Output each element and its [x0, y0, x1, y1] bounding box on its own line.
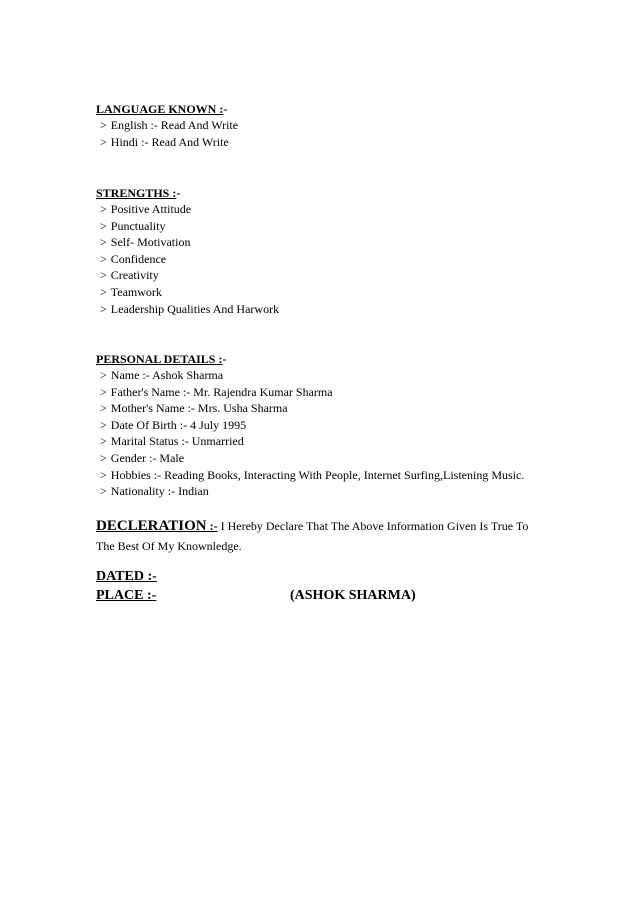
personal-detail-item-text: Name :- Ashok Sharma — [110, 368, 224, 382]
languages-heading — [96, 101, 238, 117]
languages-section — [96, 101, 238, 150]
bullet-marker: > — [100, 235, 107, 250]
personal-detail-item — [96, 400, 524, 417]
bullet-marker: > — [100, 401, 107, 416]
language-item-text: Hindi :- Read And Write — [110, 134, 229, 149]
declaration-separator: :- — [206, 519, 218, 533]
strength-item-text: Punctuality — [110, 218, 166, 233]
dated-label: DATED :- — [96, 569, 157, 584]
bullet-marker: > — [100, 268, 107, 283]
personal-detail-item-text: Mother's Name :- Mrs. Usha Sharma — [110, 401, 288, 416]
place-label: PLACE :- — [96, 588, 157, 603]
strength-item-text: Leadership Qualities And Harwork — [110, 301, 280, 316]
strengths-list — [96, 201, 279, 317]
personal-detail-item — [96, 450, 524, 467]
bullet-marker: > — [100, 450, 107, 465]
strength-item-text: Positive Attitude — [110, 202, 192, 216]
personal-detail-item — [96, 433, 524, 450]
personal-detail-item — [96, 483, 524, 500]
strength-item — [96, 218, 279, 235]
languages-heading-separator: - — [223, 102, 228, 116]
personal-detail-item-text: Gender :- Male — [110, 450, 185, 465]
bullet-marker: > — [100, 368, 107, 382]
personal-detail-item-text: Hobbies :- Reading Books, Interacting With People, Internet Surfing,Listening Music. — [110, 467, 525, 482]
languages-heading-text: LANGUAGE KNOWN : — [96, 102, 224, 116]
bullet-marker: > — [100, 218, 107, 233]
bullet-marker: > — [100, 251, 107, 266]
personal-detail-item-text: Date Of Birth :- 4 July 1995 — [110, 417, 247, 432]
personal-details-heading-text: PERSONAL DETAILS : — [96, 352, 223, 366]
personal-details-heading-separator: - — [222, 352, 227, 366]
personal-details-heading — [96, 351, 524, 367]
strengths-heading-text: STRENGTHS : — [96, 186, 177, 200]
declaration-paragraph — [96, 516, 536, 556]
personal-details-list — [96, 367, 524, 500]
strength-item — [96, 234, 279, 251]
bullet-marker: > — [100, 202, 107, 216]
personal-detail-item — [96, 367, 524, 384]
strengths-heading — [96, 185, 279, 201]
strengths-section — [96, 185, 279, 317]
strength-item — [96, 267, 279, 284]
signature-name: (ASHOK SHARMA) — [290, 588, 416, 603]
strength-item — [96, 284, 279, 301]
strength-item — [96, 201, 279, 218]
personal-detail-item — [96, 467, 524, 484]
bullet-marker: > — [100, 467, 107, 482]
personal-detail-item — [96, 384, 524, 401]
personal-detail-item — [96, 417, 524, 434]
bullet-marker: > — [100, 134, 107, 149]
strength-item — [96, 301, 279, 318]
strength-item — [96, 251, 279, 268]
strength-item-text: Teamwork — [110, 284, 162, 299]
bullet-marker: > — [100, 417, 107, 432]
personal-details-section — [96, 351, 524, 500]
declaration-heading: DECLERATION — [96, 518, 207, 534]
bullet-marker: > — [100, 484, 107, 499]
declaration-text: I Hereby Declare That The Above Information Given Is True To The Best Of My Knownledge. — [96, 519, 529, 553]
bullet-marker: > — [100, 434, 107, 449]
bullet-marker: > — [100, 384, 107, 399]
personal-detail-item-text: Nationality :- Indian — [110, 484, 209, 499]
strengths-heading-separator: - — [176, 186, 181, 200]
bullet-marker: > — [100, 284, 107, 299]
bullet-marker: > — [100, 118, 107, 132]
strength-item-text: Self- Motivation — [110, 235, 191, 250]
strength-item-text: Confidence — [110, 251, 167, 266]
personal-detail-item-text: Father's Name :- Mr. Rajendra Kumar Sharma — [110, 384, 333, 399]
bullet-marker: > — [100, 301, 107, 316]
language-item — [96, 134, 238, 151]
language-item — [96, 117, 238, 134]
language-item-text: English :- Read And Write — [110, 118, 239, 132]
languages-list — [96, 117, 238, 150]
personal-detail-item-text: Marital Status :- Unmarried — [110, 434, 244, 449]
strength-item-text: Creativity — [110, 268, 159, 283]
